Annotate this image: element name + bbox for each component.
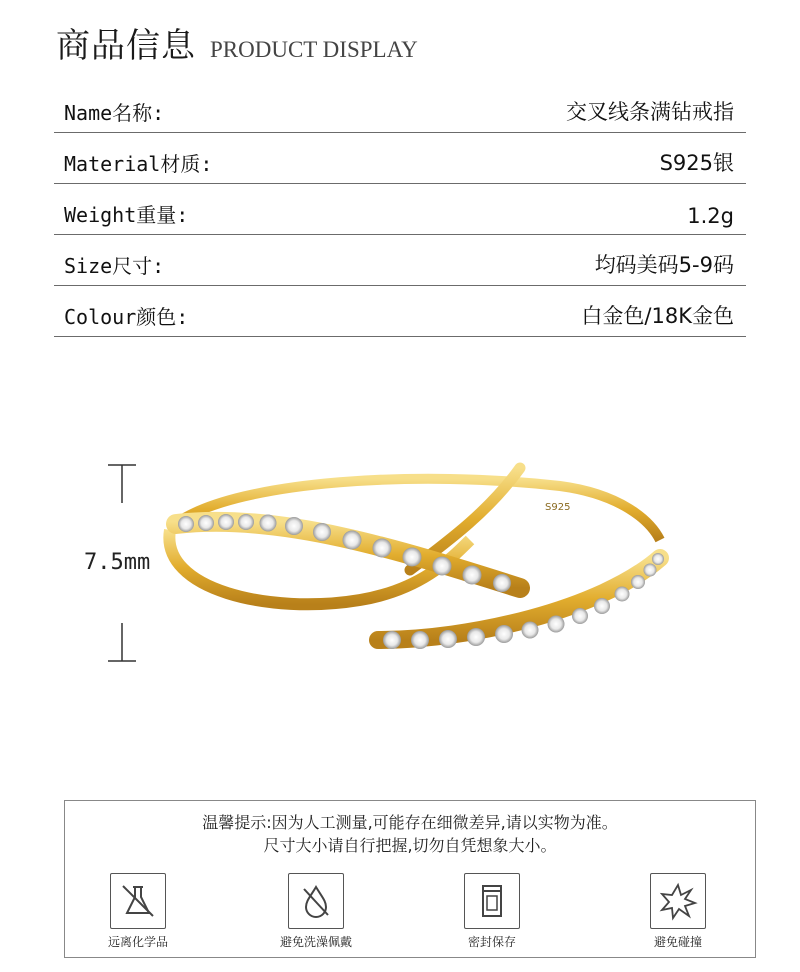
spec-value: 均码美码5-9码 (594, 253, 734, 277)
page-title-en: PRODUCT DISPLAY (210, 37, 418, 62)
spec-label: Weight重量: (64, 203, 189, 227)
sealed-bag-icon (464, 873, 520, 929)
spec-row-colour (54, 286, 746, 337)
dimension-label: 7.5mm (84, 550, 151, 575)
notice-line-1: 温馨提示:因为人工测量,可能存在细微差异,请以实物为准。 (202, 813, 618, 832)
care-item-chemicals (83, 873, 193, 950)
care-label: 避免洗澡佩戴 (279, 935, 352, 949)
care-label: 密封保存 (467, 935, 516, 949)
spec-row-size (54, 235, 746, 286)
care-item-bathing (261, 873, 371, 950)
spec-value: S925银 (659, 151, 734, 175)
page-title-cn: 商品信息 (56, 26, 196, 66)
notice-text (65, 811, 755, 857)
spec-value: 1.2g (687, 204, 734, 228)
notice-line-2: 尺寸大小请自行把握,切勿自凭想象大小。 (263, 836, 557, 855)
notice-box (64, 800, 756, 958)
impact-burst-icon (650, 873, 706, 929)
spec-row-weight (54, 184, 746, 235)
ring-stamp: S925 (545, 502, 571, 513)
care-label: 避免碰撞 (653, 935, 702, 949)
spec-label: Size尺寸: (64, 254, 165, 278)
care-item-impact (623, 873, 733, 950)
care-item-sealed (437, 873, 547, 950)
spec-label: Name名称: (64, 101, 165, 125)
spec-label: Colour颜色: (64, 305, 189, 329)
spec-value: 交叉线条满钻戒指 (566, 100, 734, 124)
spec-table (54, 82, 746, 337)
chemical-flask-icon (110, 873, 166, 929)
page-header (56, 18, 418, 67)
spec-row-name (54, 82, 746, 133)
ring-image (0, 440, 800, 700)
water-drop-icon (288, 873, 344, 929)
spec-row-material (54, 133, 746, 184)
care-label: 远离化学品 (107, 935, 168, 949)
spec-label: Material材质: (64, 152, 213, 176)
spec-value: 白金色/18K金色 (581, 304, 734, 328)
